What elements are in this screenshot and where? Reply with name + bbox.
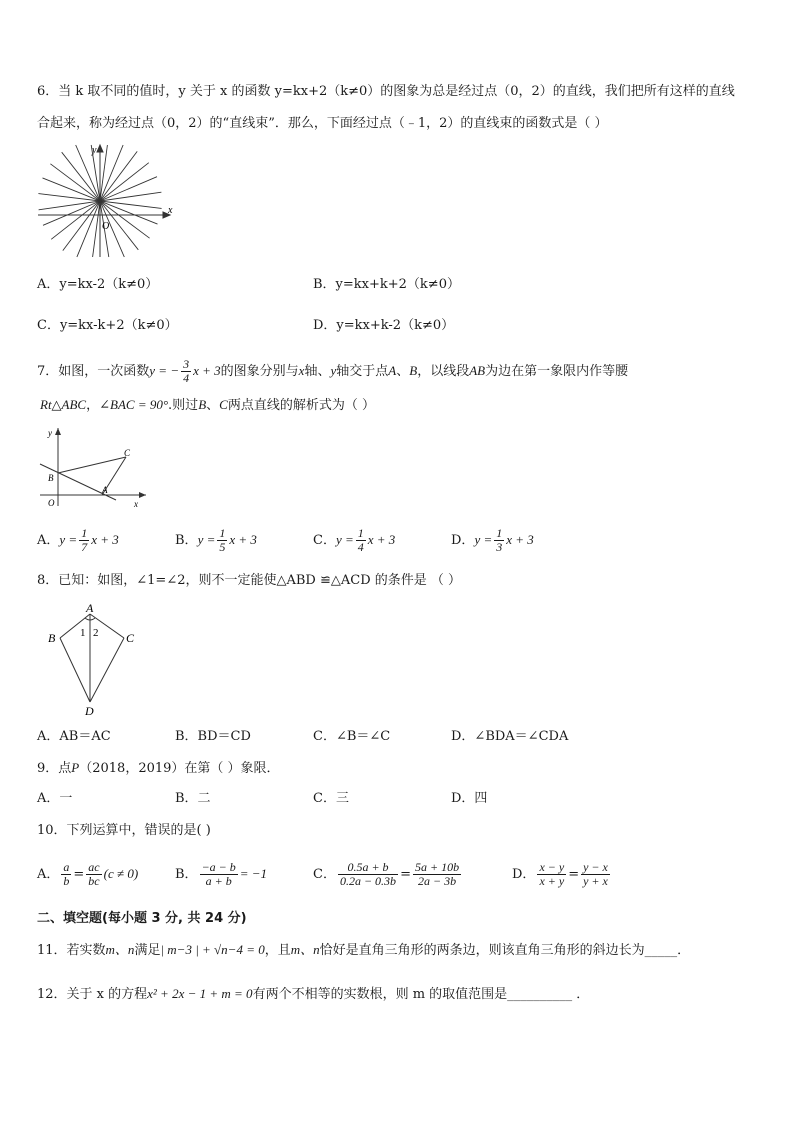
q7-fraction (181, 358, 191, 385)
q8-option-c[interactable]: C．∠B＝∠C (313, 729, 391, 744)
q11-expr: | m−3 | + √n−4 = 0 (160, 942, 265, 957)
q10-d-f1n: x − y (539, 860, 565, 874)
q10-option-c[interactable] (313, 861, 463, 888)
q7-option-b-num: 1 (219, 526, 226, 540)
q10-a-f1n: a (63, 860, 70, 874)
q6-option-c[interactable]: C．y=kx-k+2（k≠0） (37, 318, 178, 333)
q7-option-a-frac (79, 527, 89, 554)
q7-segment-bc (58, 457, 126, 473)
section-fill-in-title: 二、填空题(每小题 3 分, 共 24 分) (37, 911, 247, 926)
q7-option-c-num: 1 (357, 526, 364, 540)
q7-line2-rest1: .则过 (168, 398, 199, 413)
q6-y-label: y (92, 145, 97, 156)
q9-option-c[interactable]: C．三 (313, 791, 349, 806)
q11-rest: ，且 (264, 943, 291, 958)
q7-option-a-lhs: y = (59, 532, 78, 547)
q7-sep1: 、 (396, 364, 410, 379)
q8-b-label: B (48, 631, 56, 645)
q12-rest: 有两个不相等的实数根，则 m 的取值范围是__________ ． (252, 987, 590, 1002)
q7-option-d-num: 1 (496, 526, 503, 540)
q8-line1: 8．已知：如图，∠1=∠2，则不一定能使△ABD ≌△ACD 的条件是 （ ） (37, 573, 462, 588)
q7-option-b[interactable] (175, 527, 257, 554)
q8-option-a[interactable]: A．AB＝AC (37, 729, 111, 744)
q8-side-ab (60, 614, 90, 638)
q7-y: y (330, 363, 337, 378)
q7-after-frac: x + 3 (193, 363, 221, 378)
q10-line1: 10．下列运算中，错误的是( ) (37, 823, 211, 838)
q7-origin-label: O (48, 498, 55, 508)
q7-option-a-label: A． (37, 533, 60, 548)
q7-y-eq: y = − (149, 363, 180, 378)
q7-frac-den: 4 (183, 371, 190, 385)
q9-prefix: 9．点 (37, 761, 72, 776)
q10-c-eq: = (400, 867, 411, 882)
q10-option-b[interactable] (175, 861, 267, 888)
q10-d-f2d: y + x (583, 874, 608, 888)
q10-option-d-label: D． (512, 867, 536, 882)
q8-a-label: A (86, 601, 94, 615)
q7-line2-sep2: 、 (206, 398, 220, 413)
q10-option-c-label: C． (313, 867, 336, 882)
q7-option-d-rhs: x + 3 (506, 532, 534, 547)
q6-x-label: x (168, 205, 173, 216)
q10-c-f2n: 5a + 10b (414, 860, 460, 874)
q8-side-bd (60, 638, 90, 702)
q10-c-frac1 (338, 861, 398, 888)
q10-option-a-label: A． (37, 867, 60, 882)
q10-d-frac2 (581, 861, 610, 888)
q12-eq: x² + 2x − 1 + m = 0 (147, 986, 253, 1001)
q7-option-b-den: 5 (219, 540, 226, 554)
q7-rest2: 轴、 (304, 364, 331, 379)
q9-option-b[interactable]: B．二 (175, 791, 211, 806)
q7-line2-sep: ， (86, 398, 100, 413)
q8-option-d[interactable]: D．∠BDA＝∠CDA (451, 729, 569, 744)
q9-rest: （2018，2019）在第（ ）象限． (79, 761, 280, 776)
q10-option-a[interactable] (37, 861, 138, 888)
q7-option-a-rhs: x + 3 (91, 532, 119, 547)
q6-option-a[interactable]: A．y=kx-2（k≠0） (37, 277, 159, 292)
q10-c-f1d: 0.2a − 0.3b (339, 874, 397, 888)
q10-c-f1n: 0.5a + b (338, 861, 398, 875)
q7-ab: AB (469, 363, 486, 378)
q8-kite-figure (40, 598, 140, 718)
q7-option-d-lhs: y = (474, 532, 493, 547)
q7-prefix: 7．如图，一次函数 (37, 364, 150, 379)
q10-option-d[interactable] (512, 861, 612, 888)
q11-mn: m、n (105, 942, 135, 957)
q6-y-arrow (97, 145, 103, 152)
q7-rest5: 为边在第一象限内作等腰 (485, 364, 629, 379)
q7-option-c-rhs: x + 3 (367, 532, 396, 547)
q7-y-arrow (55, 428, 61, 435)
q8-angle1-label: 1 (80, 627, 86, 639)
q7-rest3: 轴交于点 (336, 364, 389, 379)
q7-line2-rest2: 两点直线的解析式为（ ） (227, 398, 375, 413)
q10-b-rhs: = −1 (239, 866, 268, 881)
q7-a-label: A (102, 485, 108, 495)
q7-pa: A (388, 363, 397, 378)
q8-side-cd (90, 638, 124, 702)
q7-x-arrow (139, 492, 146, 498)
q10-a-f2d: bc (88, 874, 100, 888)
q7-frac-num: 3 (183, 357, 190, 371)
q7-option-c-frac (356, 527, 366, 554)
q10-d-f2n: y − x (583, 860, 608, 874)
q7-rest1: 的图象分别与 (220, 364, 299, 379)
q7-line2-b: B (198, 397, 207, 412)
q9-option-a[interactable]: A．一 (37, 791, 73, 806)
q7-line2-c: C (219, 397, 228, 412)
q10-option-b-label: B． (175, 867, 198, 882)
q7-option-d-frac (494, 527, 504, 554)
q10-b-fn: −a − b (201, 860, 236, 874)
q7-option-b-frac (217, 527, 227, 554)
q7-line2 (40, 396, 375, 415)
q7-y-label: y (48, 428, 52, 438)
q7-option-a-num: 1 (81, 526, 88, 540)
q7-option-a[interactable] (37, 527, 119, 554)
q10-d-f1d: x + y (539, 874, 565, 888)
q10-d-frac1 (537, 861, 566, 888)
q10-a-frac1 (61, 861, 71, 888)
q7-x: x (298, 363, 305, 378)
q7-option-c-lhs: y = (335, 532, 354, 547)
q7-x-label: x (134, 499, 138, 509)
q8-angle2-label: 2 (93, 627, 99, 639)
q10-b-frac (200, 861, 238, 888)
q6-origin-label: O (102, 221, 110, 232)
q7-angle: ∠BAC = 90° (99, 397, 169, 412)
q10-a-cond: (c ≠ 0) (103, 866, 139, 881)
q11-mn2: m、n (290, 942, 320, 957)
q7-pb: B (409, 363, 418, 378)
q6-line2: 合起来，称为经过点（0，2）的“直线束”．那么，下面经过点（﹣1，2）的直线束的函数式是（ ） (37, 116, 608, 131)
q10-a-eq: = (73, 867, 85, 882)
q11-prefix: 11．若实数 (37, 943, 106, 958)
q10-c-frac2 (413, 861, 461, 888)
q7-option-b-label: B． (175, 533, 198, 548)
q6-line1: 6．当 k 取不同的值时，y 关于 x 的函数 y=kx+2（k≠0）的图象为总是经过点（0，2）的直线，我们把所有这样的直线 (37, 84, 735, 99)
q7-option-a-den: 7 (81, 540, 88, 554)
q8-c-label: C (126, 631, 135, 645)
q7-option-d-den: 3 (496, 540, 503, 554)
q10-b-fd: a + b (205, 874, 232, 888)
q9-option-d[interactable]: D．四 (451, 791, 488, 806)
q10-a-f1d: b (63, 874, 70, 888)
q9-line1 (37, 759, 280, 778)
q7-option-c-den: 4 (357, 540, 364, 554)
q7-option-c-label: C． (313, 533, 336, 548)
q10-a-frac2 (86, 861, 101, 888)
q11-mid: 满足 (134, 943, 161, 958)
q6-option-b[interactable]: B．y=kx+k+2（k≠0） (313, 277, 460, 292)
q7-option-d-label: D． (451, 533, 475, 548)
q11-rest2: 恰好是直角三角形的两条边，则该直角三角形的斜边长为_____． (319, 943, 691, 958)
q6-option-d[interactable]: D．y=kx+k-2（k≠0） (313, 318, 455, 333)
q7-option-b-lhs: y = (197, 532, 216, 547)
q7-option-c[interactable] (313, 527, 395, 554)
q6-line-bundle-figure (36, 143, 176, 259)
q8-option-b[interactable]: B．BD＝CD (175, 729, 251, 744)
q10-a-f2n: ac (88, 860, 100, 874)
q7-option-b-rhs: x + 3 (229, 532, 257, 547)
q11-line1 (37, 941, 690, 960)
q7-c-label: C (124, 448, 131, 458)
q7-figure (36, 426, 152, 512)
q12-prefix: 12．关于 x 的方程 (37, 987, 148, 1002)
q9-p: P (71, 760, 80, 775)
q7-option-d[interactable] (451, 527, 534, 554)
q8-d-label: D (85, 704, 94, 718)
q12-line1 (37, 985, 589, 1004)
q7-rest4: ，以线段 (417, 364, 470, 379)
q7-line1 (37, 358, 628, 385)
q7-b-label: B (48, 473, 54, 483)
q7-triangle: Rt△ABC (40, 397, 87, 412)
q10-c-f2d: 2a − 3b (417, 874, 457, 888)
q10-d-eq: = (568, 867, 580, 882)
